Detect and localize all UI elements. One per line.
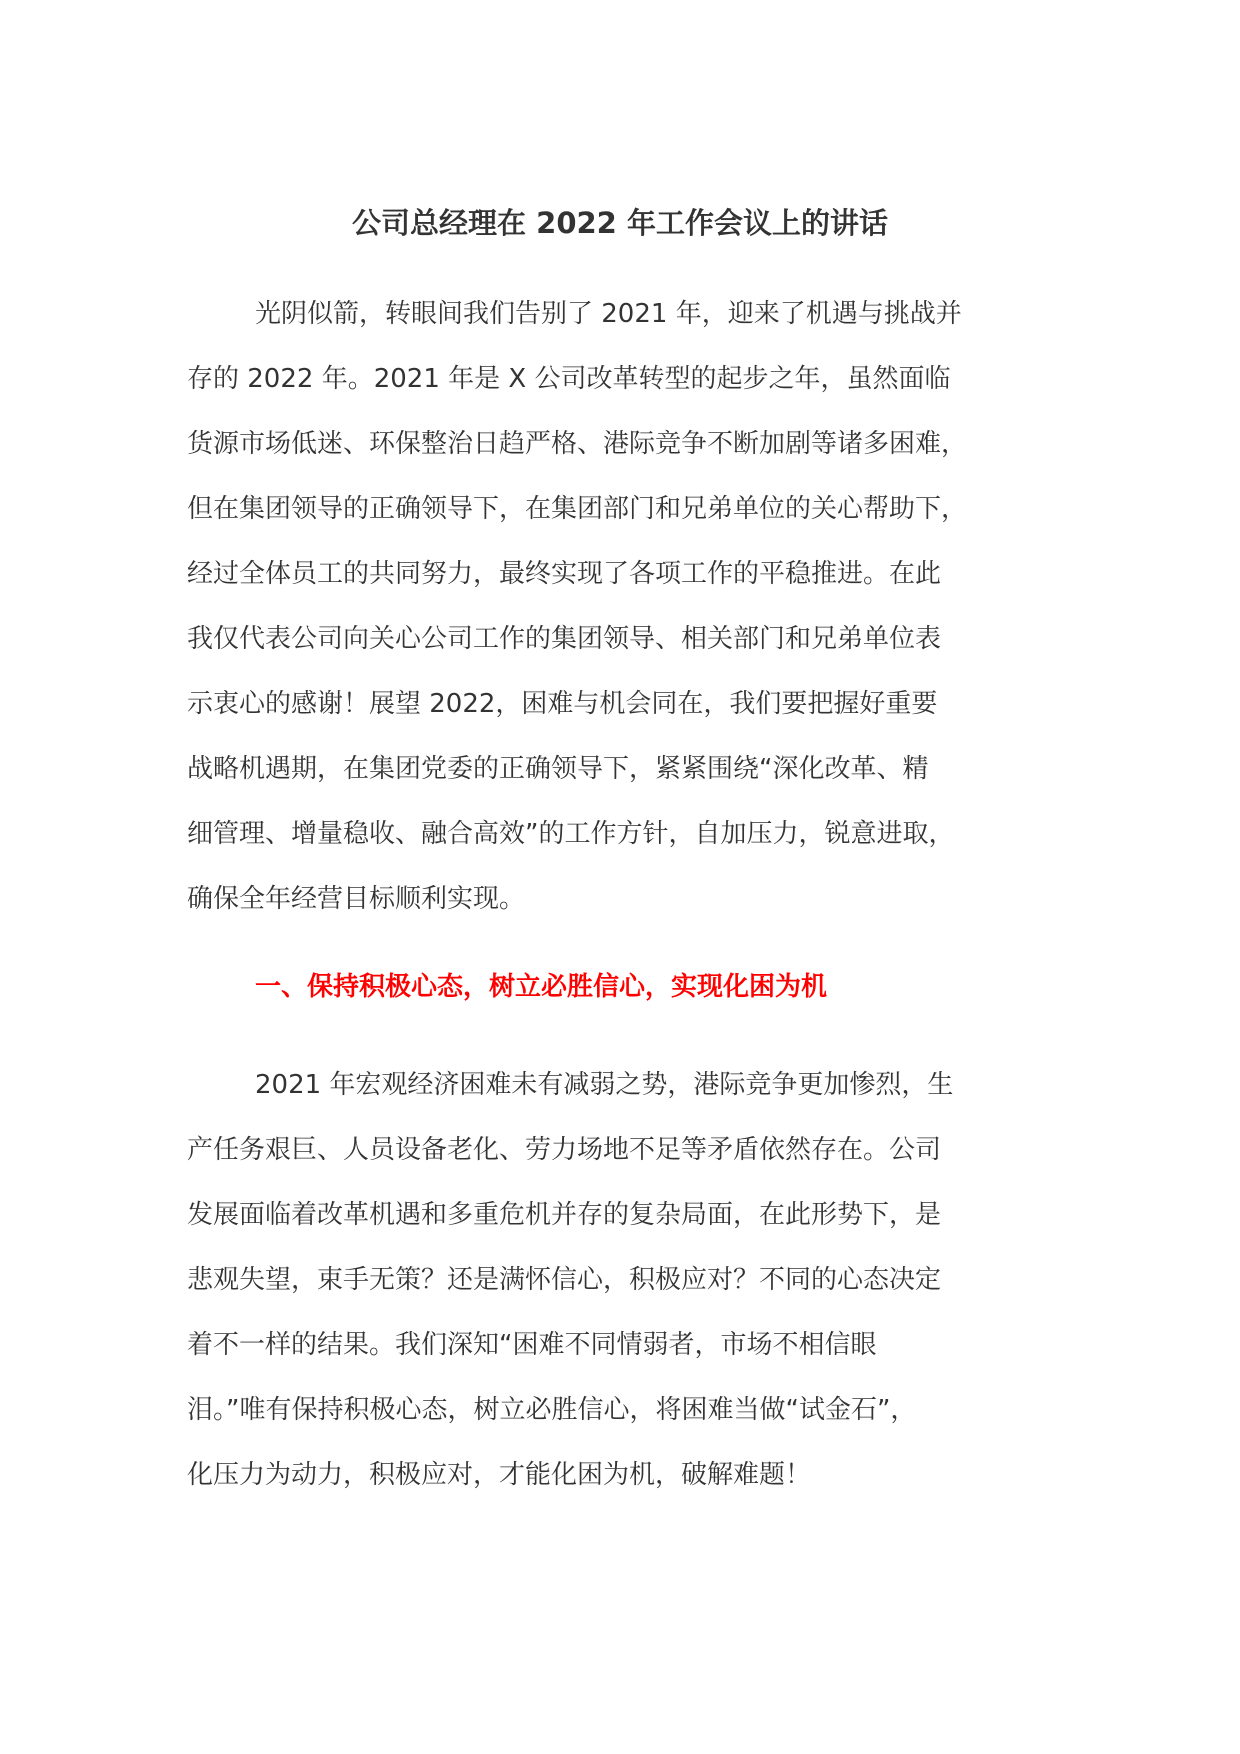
paragraph-line: 发展面临着改革机遇和多重危机并存的复杂局面，在此形势下，是	[187, 1200, 942, 1230]
paragraph-line: 确保全年经营目标顺利实现。	[187, 884, 526, 914]
document-title: 公司总经理在 2022 年工作会议上的讲话	[352, 206, 888, 240]
paragraph-line: 我仅代表公司向关心公司工作的集团领导、相关部门和兄弟单位表	[187, 624, 942, 654]
paragraph-line: 战略机遇期，在集团党委的正确领导下，紧紧围绕“深化改革、精	[187, 754, 929, 784]
paragraph-line: 产任务艰巨、人员设备老化、劳力场地不足等矛盾依然存在。公司	[187, 1135, 942, 1165]
paragraph-line: 示衷心的感谢！展望 2022，困难与机会同在，我们要把握好重要	[187, 689, 938, 719]
paragraph-line: 化压力为动力，积极应对，才能化困为机，破解难题！	[187, 1460, 812, 1490]
section-heading: 一、保持积极心态，树立必胜信心，实现化困为机	[255, 972, 828, 1002]
paragraph-line: 细管理、增量稳收、融合高效”的工作方针，自加压力，锐意进取，	[187, 819, 955, 849]
paragraph-line: 货源市场低迷、环保整治日趋严格、港际竞争不断加剧等诸多困难，	[187, 429, 968, 459]
paragraph-line: 经过全体员工的共同努力，最终实现了各项工作的平稳推进。在此	[187, 559, 942, 589]
paragraph-line: 存的 2022 年。2021 年是 X 公司改革转型的起步之年，虽然面临	[187, 364, 951, 394]
intro-paragraph	[187, 282, 1067, 932]
section-paragraph	[187, 1053, 1067, 1508]
paragraph-line: 但在集团领导的正确领导下，在集团部门和兄弟单位的关心帮助下，	[187, 494, 968, 524]
paragraph-line: 光阴似箭，转眼间我们告别了 2021 年，迎来了机遇与挑战并	[255, 299, 962, 329]
paragraph-line: 2021 年宏观经济困难未有减弱之势，港际竞争更加惨烈，生	[255, 1070, 954, 1100]
paragraph-line: 泪。”唯有保持积极心态，树立必胜信心，将困难当做“试金石”，	[187, 1395, 917, 1425]
paragraph-line: 着不一样的结果。我们深知“困难不同情弱者，市场不相信眼	[187, 1330, 877, 1360]
paragraph-line: 悲观失望，束手无策？还是满怀信心，积极应对？不同的心态决定	[187, 1265, 942, 1295]
